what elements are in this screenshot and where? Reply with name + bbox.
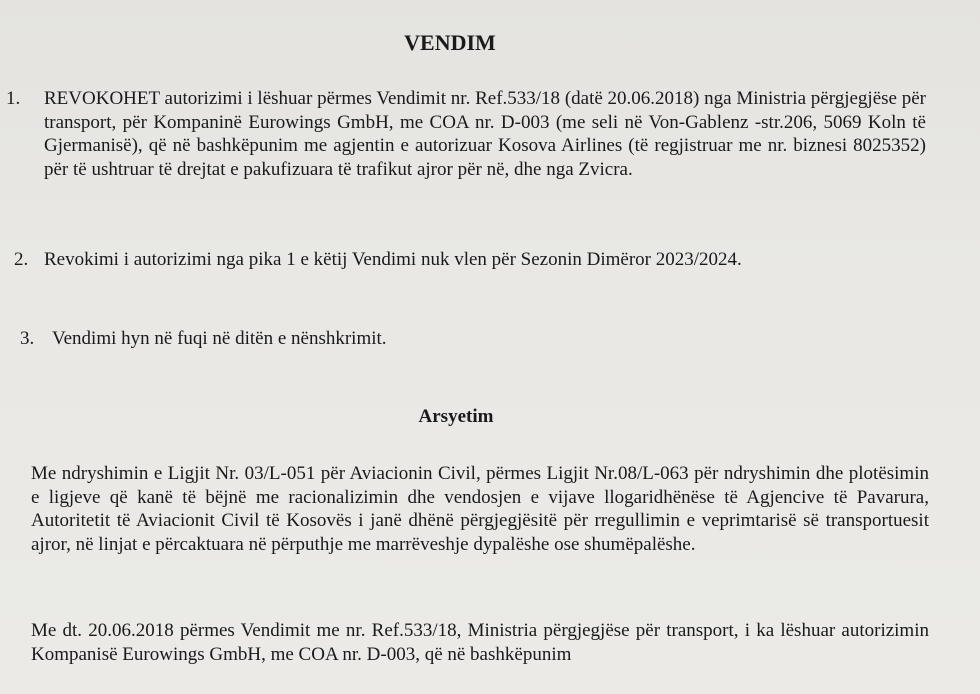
reasoning-paragraph-1: Me ndryshimin e Ligjit Nr. 03/L-051 për Aviacionin Civil, përmes Ligjit Nr.08/L-063 për ndryshimin dhe plotësimin e ligjeve që kanë të bëjnë me racionalizimin dhe vendosjen e vijave llogaridhënëse të Agjencive të Pavarura, Autoritetit të Aviacionit Civil të Kosovës i janë dhënë përgjegjësitë për rregullimin e veprimtarisë së transportuesit ajror, në linjat e përcaktuara në përputhje me marrëveshje dypalëshe ose shumëpalëshe.	[31, 463, 929, 555]
document-title: VENDIM	[404, 30, 496, 55]
item-number: 3.	[20, 328, 35, 349]
item-number: 2.	[14, 249, 29, 270]
item-number: 1.	[6, 88, 21, 109]
reasoning-title: Arsyetim	[418, 406, 494, 427]
item-text: REVOKOHET autorizimi i lëshuar përmes Vendimit nr. Ref.533/18 (datë 20.06.2018) nga Ministria përgjegjëse për transport, për Kompaninë Eurowings GmbH, me COA nr. D-003 (me seli në Von-Gablenz -str.206, 5069 Koln të Gjermanisë), që në bashkëpunim me agjentin e autorizuar Kosova Airlines (të regjistruar me nr. biznesi 8025352) për të ushtruar të drejtat e pakufizuara të trafikut ajror për në, dhe nga Zvicra.	[44, 88, 926, 180]
item-text: Revokimi i autorizimi nga pika 1 e këtij Vendimi nuk vlen për Sezonin Dimëror 2023/2024.	[44, 249, 742, 270]
decision-item-1	[6, 87, 926, 181]
item-text: Vendimi hyn në fuqi në ditën e nënshkrimit.	[52, 328, 387, 349]
reasoning-paragraph-2: Me dt. 20.06.2018 përmes Vendimit me nr. Ref.533/18, Ministria përgjegjëse për transport, i ka lëshuar autorizimin Kompanisë Eurowings GmbH, me COA nr. D-003, që në bashkëpunim	[31, 620, 929, 665]
decision-item-2	[14, 248, 934, 272]
decision-item-3	[20, 327, 920, 351]
